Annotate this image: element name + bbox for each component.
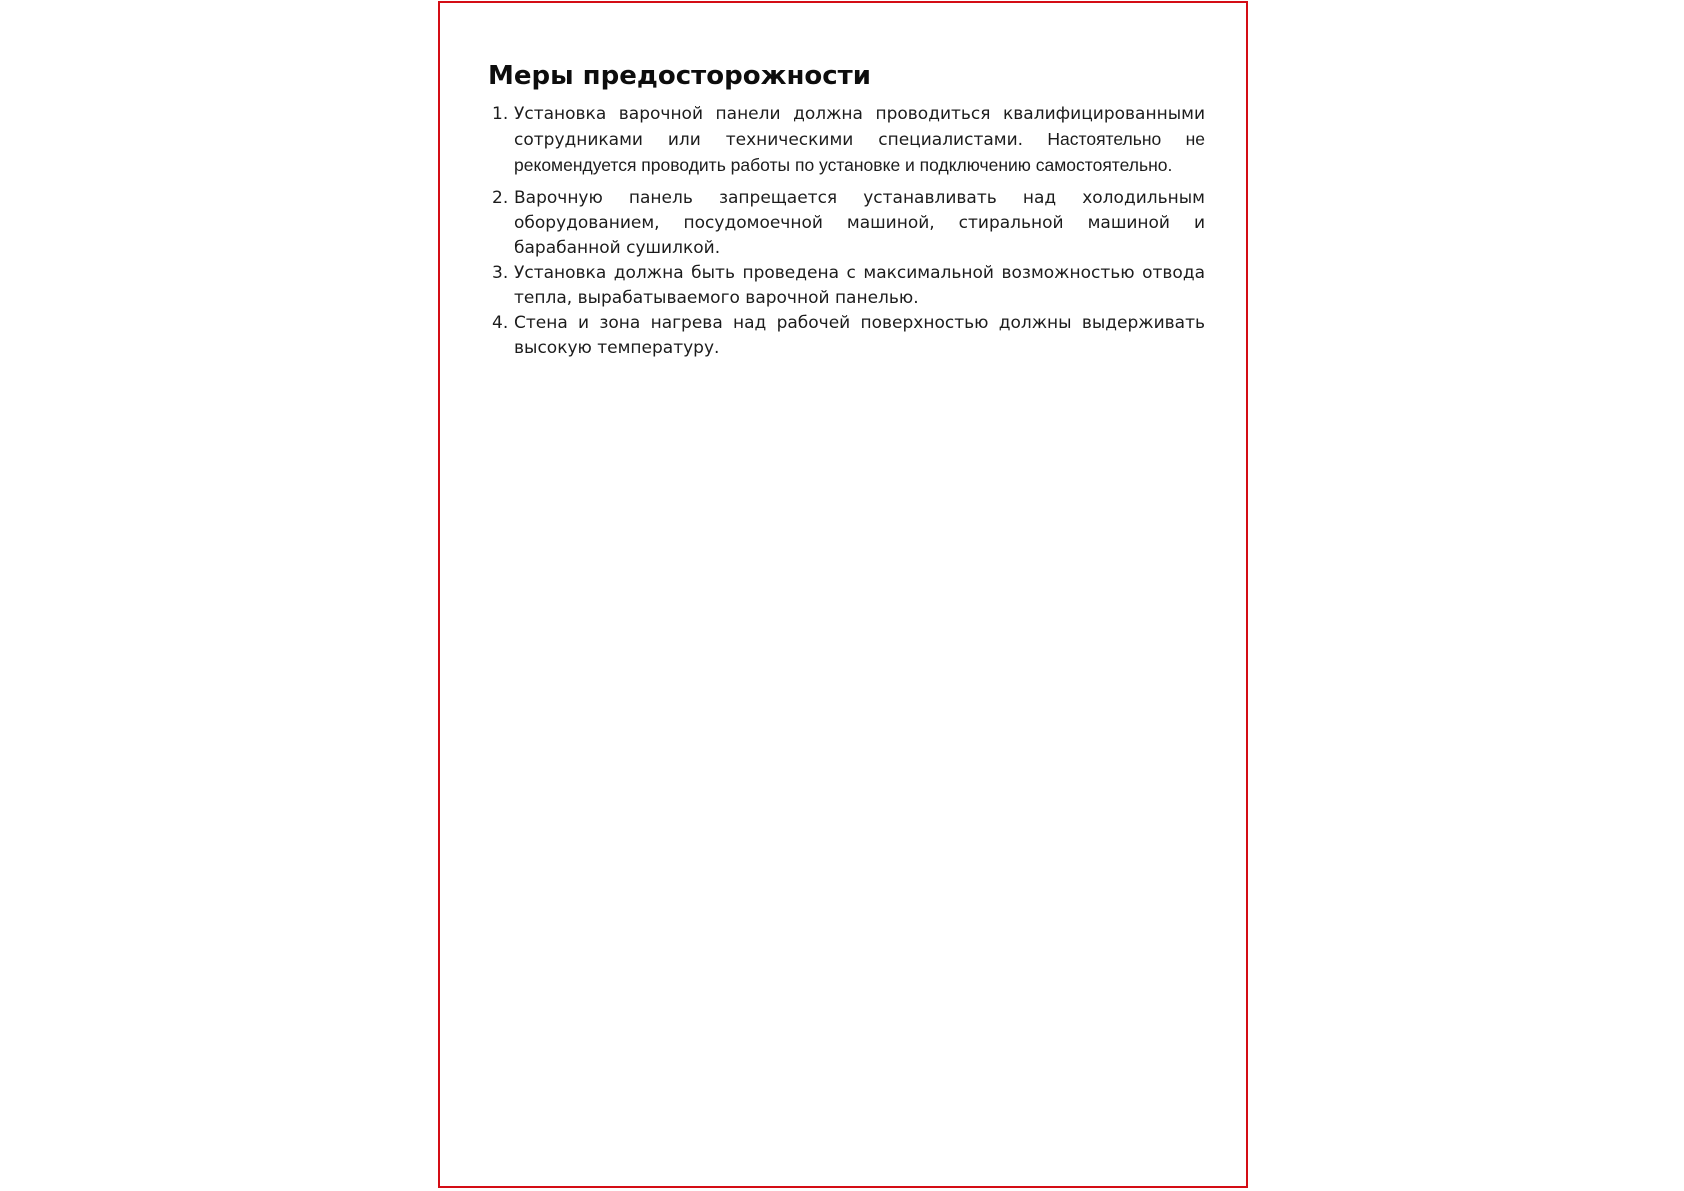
page-content <box>440 3 1246 361</box>
page-title: Меры предосторожности <box>488 61 871 91</box>
text-run: рекомендуется проводить работы по установке и подключению самостоятельно. <box>514 155 1173 175</box>
text-line <box>514 211 1205 236</box>
list-item-number: 2. <box>492 188 509 208</box>
text-run: Настоятельно не <box>1023 129 1206 149</box>
text-line <box>514 186 1205 211</box>
precautions-list <box>492 102 1205 361</box>
text-line <box>514 261 1205 286</box>
text-line <box>514 102 1205 127</box>
text-run: тепла, вырабатываемого варочной панелью. <box>514 288 919 308</box>
text-line <box>514 286 1205 311</box>
text-run: оборудованием, посудомоечной машиной, стиральной машиной и <box>514 213 1205 233</box>
text-run: высокую температуру. <box>514 338 720 358</box>
list-item-number: 3. <box>492 263 509 283</box>
text-run: Варочную панель запрещается устанавливать над холодильным <box>514 188 1205 208</box>
document-page <box>438 1 1248 1188</box>
text-line <box>514 236 1205 261</box>
list-item <box>492 311 1205 361</box>
text-run: барабанной сушилкой. <box>514 238 721 258</box>
text-line <box>514 336 1205 361</box>
list-item <box>492 186 1205 261</box>
list-item-text <box>514 261 1205 311</box>
list-item-number: 1. <box>492 104 509 124</box>
list-item-text <box>514 102 1205 179</box>
list-item-text <box>514 186 1205 261</box>
text-run: Стена и зона нагрева над рабочей поверхностью должны выдерживать <box>514 313 1205 333</box>
text-run: сотрудниками или техническими специалистами. <box>514 130 1024 150</box>
list-item-text <box>514 311 1205 361</box>
text-run: Установка варочной панели должна проводиться квалифицированными <box>514 104 1205 124</box>
list-item <box>492 102 1205 179</box>
text-run: Установка должна быть проведена с максимальной возможностью отвода <box>514 263 1205 283</box>
text-line <box>514 311 1205 336</box>
list-item <box>492 261 1205 311</box>
text-line <box>514 127 1205 153</box>
list-item-number: 4. <box>492 313 509 333</box>
text-line <box>514 153 1205 179</box>
